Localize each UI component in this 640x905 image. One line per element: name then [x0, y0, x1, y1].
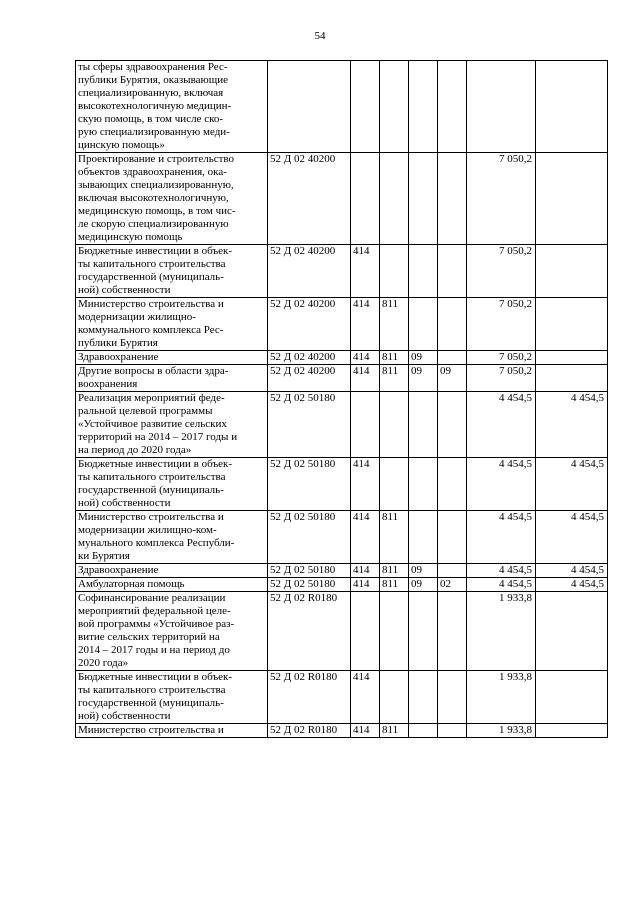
item-name-line: государственной (муниципаль-: [78, 484, 224, 496]
item-name-line: объектов здравоохранения, ока-: [78, 166, 227, 178]
item-name-cell: [76, 298, 268, 351]
item-name-line: ки Бурятия: [78, 550, 130, 562]
amount-total-cell: 4 454,5: [467, 578, 536, 592]
table-row: [76, 245, 608, 298]
table-row: [76, 564, 608, 578]
item-name-line: модернизации жилищно-: [78, 311, 196, 323]
table-row: [76, 578, 608, 592]
item-name-line: Проектирование и строительство: [78, 153, 235, 165]
subsection-cell: [438, 61, 467, 153]
item-name-cell: [76, 392, 268, 458]
item-name-line: ной) собственности: [78, 284, 171, 296]
ministry-code-cell: 811: [380, 351, 409, 365]
item-name-line: государственной (муниципаль-: [78, 271, 224, 283]
amount-federal-cell: 4 454,5: [536, 511, 608, 564]
subsection-cell: [438, 298, 467, 351]
item-name-line: скую помощь, в том числе ско-: [78, 113, 224, 125]
item-name-line: Амбулаторная помощь: [78, 578, 185, 590]
section-cell: [409, 511, 438, 564]
expense-type-cell: 414: [351, 298, 380, 351]
section-cell: [409, 61, 438, 153]
subsection-cell: [438, 564, 467, 578]
budget-table: [75, 60, 608, 738]
amount-total-cell: [467, 61, 536, 153]
section-cell: [409, 592, 438, 671]
subsection-cell: 02: [438, 578, 467, 592]
ministry-code-cell: 811: [380, 564, 409, 578]
budget-table-body: [76, 61, 608, 738]
subsection-cell: [438, 671, 467, 724]
table-row: [76, 671, 608, 724]
ministry-code-cell: [380, 671, 409, 724]
table-row: [76, 458, 608, 511]
item-name-line: Другие вопросы в области здра-: [78, 365, 229, 377]
item-name-line: Министерство строительства и: [78, 724, 224, 736]
item-name-line: публики Бурятия: [78, 337, 158, 349]
section-cell: [409, 153, 438, 245]
ministry-code-cell: [380, 153, 409, 245]
item-name-line: специализированную, включая: [78, 87, 224, 99]
table-row: [76, 724, 608, 738]
table-row: [76, 511, 608, 564]
section-cell: 09: [409, 564, 438, 578]
item-name-line: Здравоохранение: [78, 351, 159, 363]
amount-federal-cell: [536, 153, 608, 245]
item-name-line: ты капитального строительства: [78, 471, 226, 483]
target-article-code-cell: 52 Д 02 40200: [268, 351, 351, 365]
expense-type-cell: [351, 61, 380, 153]
ministry-code-cell: 811: [380, 511, 409, 564]
expense-type-cell: 414: [351, 511, 380, 564]
item-name-line: Софинансирование реализации: [78, 592, 226, 604]
subsection-cell: [438, 245, 467, 298]
section-cell: [409, 392, 438, 458]
item-name-line: Министерство строительства и: [78, 298, 224, 310]
item-name-line: воохранения: [78, 378, 138, 390]
amount-total-cell: 4 454,5: [467, 564, 536, 578]
ministry-code-cell: [380, 61, 409, 153]
item-name-line: Бюджетные инвестиции в объек-: [78, 671, 233, 683]
amount-total-cell: 7 050,2: [467, 153, 536, 245]
amount-total-cell: 1 933,8: [467, 724, 536, 738]
item-name-line: на период до 2020 года»: [78, 444, 192, 456]
table-row: [76, 153, 608, 245]
expense-type-cell: 414: [351, 578, 380, 592]
item-name-cell: [76, 671, 268, 724]
table-row: [76, 392, 608, 458]
ministry-code-cell: [380, 392, 409, 458]
amount-total-cell: 4 454,5: [467, 458, 536, 511]
subsection-cell: [438, 724, 467, 738]
table-row: [76, 61, 608, 153]
item-name-cell: [76, 61, 268, 153]
amount-federal-cell: [536, 351, 608, 365]
amount-federal-cell: 4 454,5: [536, 392, 608, 458]
section-cell: [409, 298, 438, 351]
item-name-line: витие сельских территорий на: [78, 631, 220, 643]
item-name-cell: [76, 564, 268, 578]
item-name-line: ты капитального строительства: [78, 258, 226, 270]
amount-total-cell: 7 050,2: [467, 351, 536, 365]
target-article-code-cell: 52 Д 02 50180: [268, 458, 351, 511]
item-name-line: вой программы «Устойчивое раз-: [78, 618, 235, 630]
amount-federal-cell: [536, 724, 608, 738]
page-number: 54: [314, 30, 326, 42]
item-name-line: ральной целевой программы: [78, 405, 213, 417]
item-name-line: 2020 года»: [78, 657, 129, 669]
item-name-line: Министерство строительства и: [78, 511, 224, 523]
amount-federal-cell: [536, 365, 608, 392]
ministry-code-cell: 811: [380, 365, 409, 392]
target-article-code-cell: 52 Д 02 R0180: [268, 671, 351, 724]
subsection-cell: [438, 392, 467, 458]
item-name-line: включая высокотехнологичную,: [78, 192, 229, 204]
section-cell: [409, 245, 438, 298]
item-name-line: мунального комплекса Республи-: [78, 537, 235, 549]
table-row: [76, 351, 608, 365]
ministry-code-cell: [380, 245, 409, 298]
expense-type-cell: 414: [351, 458, 380, 511]
item-name-line: Здравоохранение: [78, 564, 159, 576]
amount-federal-cell: [536, 671, 608, 724]
target-article-code-cell: 52 Д 02 R0180: [268, 592, 351, 671]
target-article-code-cell: 52 Д 02 40200: [268, 245, 351, 298]
amount-total-cell: 4 454,5: [467, 511, 536, 564]
subsection-cell: [438, 592, 467, 671]
item-name-line: Реализация мероприятий феде-: [78, 392, 225, 404]
target-article-code-cell: 52 Д 02 40200: [268, 153, 351, 245]
item-name-line: 2014 – 2017 годы и на период до: [78, 644, 230, 656]
item-name-cell: [76, 365, 268, 392]
subsection-cell: [438, 458, 467, 511]
section-cell: [409, 724, 438, 738]
item-name-cell: [76, 511, 268, 564]
subsection-cell: [438, 511, 467, 564]
item-name-line: медицинскую помощь, в том чис-: [78, 205, 236, 217]
ministry-code-cell: 811: [380, 298, 409, 351]
amount-federal-cell: 4 454,5: [536, 578, 608, 592]
item-name-line: Бюджетные инвестиции в объек-: [78, 458, 233, 470]
amount-total-cell: 4 454,5: [467, 392, 536, 458]
expense-type-cell: [351, 153, 380, 245]
amount-federal-cell: [536, 298, 608, 351]
section-cell: 09: [409, 365, 438, 392]
amount-total-cell: 7 050,2: [467, 298, 536, 351]
section-cell: 09: [409, 351, 438, 365]
target-article-code-cell: 52 Д 02 50180: [268, 511, 351, 564]
target-article-code-cell: 52 Д 02 R0180: [268, 724, 351, 738]
amount-federal-cell: [536, 245, 608, 298]
subsection-cell: [438, 351, 467, 365]
section-cell: 09: [409, 578, 438, 592]
item-name-cell: [76, 245, 268, 298]
amount-federal-cell: [536, 592, 608, 671]
item-name-line: ной) собственности: [78, 497, 171, 509]
ministry-code-cell: 811: [380, 724, 409, 738]
table-row: [76, 298, 608, 351]
amount-total-cell: 7 050,2: [467, 365, 536, 392]
section-cell: [409, 458, 438, 511]
item-name-line: коммунального комплекса Рес-: [78, 324, 224, 336]
item-name-line: медицинскую помощь: [78, 231, 183, 243]
ministry-code-cell: 811: [380, 578, 409, 592]
item-name-cell: [76, 153, 268, 245]
item-name-cell: [76, 578, 268, 592]
section-cell: [409, 671, 438, 724]
item-name-line: ной) собственности: [78, 710, 171, 722]
expense-type-cell: 414: [351, 724, 380, 738]
item-name-line: государственной (муниципаль-: [78, 697, 224, 709]
target-article-code-cell: 52 Д 02 50180: [268, 578, 351, 592]
item-name-cell: [76, 351, 268, 365]
item-name-line: мероприятий федеральной целе-: [78, 605, 231, 617]
item-name-line: высокотехнологичную медицин-: [78, 100, 232, 112]
item-name-line: модернизации жилищно-ком-: [78, 524, 217, 536]
expense-type-cell: 414: [351, 671, 380, 724]
expense-type-cell: 414: [351, 564, 380, 578]
amount-total-cell: 7 050,2: [467, 245, 536, 298]
item-name-line: «Устойчивое развитие сельских: [78, 418, 227, 430]
target-article-code-cell: 52 Д 02 40200: [268, 298, 351, 351]
ministry-code-cell: [380, 458, 409, 511]
expense-type-cell: 414: [351, 351, 380, 365]
item-name-line: Бюджетные инвестиции в объек-: [78, 245, 233, 257]
amount-total-cell: 1 933,8: [467, 592, 536, 671]
item-name-line: зывающих специализированную,: [78, 179, 234, 191]
target-article-code-cell: [268, 61, 351, 153]
item-name-line: территорий на 2014 – 2017 годы и: [78, 431, 238, 443]
item-name-line: ле скорую специализированную: [78, 218, 229, 230]
ministry-code-cell: [380, 592, 409, 671]
expense-type-cell: [351, 392, 380, 458]
amount-federal-cell: [536, 61, 608, 153]
expense-type-cell: [351, 592, 380, 671]
target-article-code-cell: 52 Д 02 50180: [268, 564, 351, 578]
subsection-cell: 09: [438, 365, 467, 392]
item-name-line: публики Бурятия, оказывающие: [78, 74, 228, 86]
item-name-line: рую специализированную меди-: [78, 126, 230, 138]
item-name-line: ты капитального строительства: [78, 684, 226, 696]
target-article-code-cell: 52 Д 02 40200: [268, 365, 351, 392]
item-name-line: цинскую помощь»: [78, 139, 165, 151]
subsection-cell: [438, 153, 467, 245]
expense-type-cell: 414: [351, 365, 380, 392]
expense-type-cell: 414: [351, 245, 380, 298]
item-name-cell: [76, 458, 268, 511]
item-name-line: ты сферы здравоохранения Рес-: [78, 61, 228, 73]
amount-federal-cell: 4 454,5: [536, 458, 608, 511]
item-name-cell: [76, 724, 268, 738]
item-name-cell: [76, 592, 268, 671]
target-article-code-cell: 52 Д 02 50180: [268, 392, 351, 458]
amount-total-cell: 1 933,8: [467, 671, 536, 724]
amount-federal-cell: 4 454,5: [536, 564, 608, 578]
table-row: [76, 592, 608, 671]
table-row: [76, 365, 608, 392]
